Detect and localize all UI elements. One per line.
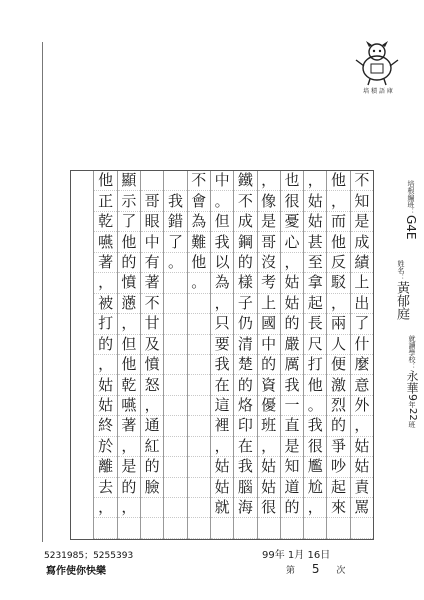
grid-cell: 是 [258, 212, 280, 232]
grid-cell: 反 [327, 253, 349, 273]
grid-cell: 的 [281, 314, 303, 334]
grid-cell: 厲 [281, 355, 303, 375]
class-field [404, 180, 418, 240]
grid-cell [188, 335, 210, 355]
grid-cell: 的 [327, 416, 349, 436]
grid-cell [327, 518, 349, 538]
grid-cell: ， [351, 416, 373, 436]
grid-cell: 紅 [141, 437, 163, 457]
class-no: 22 [407, 408, 418, 421]
grid-column [210, 171, 233, 539]
grid-cell: 是 [118, 457, 140, 477]
logo-caption: 培 積 語 庫 [363, 88, 393, 95]
grid-cell: 楚 [234, 355, 256, 375]
grid-cell: 爭 [327, 437, 349, 457]
grid-cell: 哥 [141, 191, 163, 211]
grid-cell: 班 [258, 416, 280, 436]
grid-cell: 憤 [118, 273, 140, 293]
date-line [262, 546, 330, 561]
grid-cell [164, 335, 186, 355]
grid-cell: 姑 [281, 294, 303, 314]
school-value: 永華 [405, 370, 419, 394]
grid-cell: 不 [351, 171, 373, 191]
grid-cell: 嚥 [118, 396, 140, 416]
grid-cell [188, 437, 210, 457]
grid-cell: 績 [351, 253, 373, 273]
grid-cell: 樣 [234, 273, 256, 293]
grid-cell: 我 [234, 457, 256, 477]
left-margin-rule [42, 42, 43, 542]
grid-cell: 難 [188, 232, 210, 252]
school-mascot-icon [352, 38, 402, 86]
grid-cell: 離 [94, 457, 116, 477]
grid-cell [188, 355, 210, 375]
grid-cell: 直 [281, 416, 303, 436]
grid-cell: 姑 [211, 457, 233, 477]
grid-cell [164, 518, 186, 538]
grid-cell: 。 [164, 253, 186, 273]
grid-cell: 終 [94, 416, 116, 436]
slogan: 寫作使你快樂 [46, 566, 106, 577]
grid-cell [188, 314, 210, 334]
grid-cell: ， [304, 171, 326, 191]
grid-cell: 及 [141, 335, 163, 355]
grid-column [117, 171, 140, 539]
grid-cell [188, 294, 210, 314]
grid-column [233, 171, 256, 539]
grid-cell: 起 [304, 294, 326, 314]
grid-cell: 考 [258, 273, 280, 293]
grid-cell: 嚥 [94, 232, 116, 252]
grid-cell: 很 [281, 191, 303, 211]
grid-cell: 但 [211, 212, 233, 232]
grid-cell: 有 [141, 253, 163, 273]
grid-cell: 腦 [234, 478, 256, 498]
grid-cell: 成 [234, 212, 256, 232]
grid-cell: 而 [327, 212, 349, 232]
grid-cell: ， [118, 437, 140, 457]
grid-cell: ， [211, 437, 233, 457]
grid-cell: 什 [351, 335, 373, 355]
grid-cell [188, 498, 210, 518]
grid-cell: 像 [258, 191, 280, 211]
grid-cell: 一 [281, 396, 303, 416]
grid-cell: 他 [188, 253, 210, 273]
grid-cell: 他 [327, 171, 349, 191]
grid-cell: ， [94, 498, 116, 518]
grid-cell: 的 [141, 457, 163, 477]
month-unit: 月 [294, 550, 305, 561]
grid-cell: 在 [211, 375, 233, 395]
grid-column [140, 171, 163, 539]
name-value: 黃郁庭 [394, 281, 409, 320]
grid-cell: 打 [94, 314, 116, 334]
grid-cell: 他 [94, 171, 116, 191]
grid-cell: 清 [234, 335, 256, 355]
grid-cell: 出 [351, 294, 373, 314]
grid-cell: 沒 [258, 253, 280, 273]
grid-cell [188, 375, 210, 395]
grid-cell [164, 498, 186, 518]
grid-cell [164, 375, 186, 395]
grid-cell: 姑 [304, 191, 326, 211]
grid-cell: ， [327, 294, 349, 314]
grid-cell [304, 518, 326, 538]
grid-column [187, 171, 210, 539]
grid-cell [164, 355, 186, 375]
page-prefix: 第 [286, 566, 296, 576]
class-label: 培根編班： [407, 180, 415, 215]
grid-cell: 罵 [351, 498, 373, 518]
year-value: 99 [262, 550, 275, 561]
grid-cell [188, 416, 210, 436]
grid-cell: 我 [304, 416, 326, 436]
grid-cell: 中 [211, 171, 233, 191]
name-field [392, 260, 411, 320]
grid-cell [164, 457, 186, 477]
grid-cell: 姑 [351, 457, 373, 477]
grade-value: 9 [406, 394, 419, 401]
grid-cell: 起 [327, 478, 349, 498]
grid-cell: 他 [327, 232, 349, 252]
grid-cell: 甘 [141, 314, 163, 334]
grid-cell [188, 478, 210, 498]
grid-cell [281, 518, 303, 538]
grid-cell: 。 [304, 396, 326, 416]
month-value: 1 [287, 550, 295, 561]
grid-cell: 他 [118, 232, 140, 252]
grid-cell: 為 [211, 273, 233, 293]
grid-cell: 拿 [304, 273, 326, 293]
grid-cell: 的 [94, 335, 116, 355]
grid-cell [94, 518, 116, 538]
grid-cell: 鐵 [234, 171, 256, 191]
grid-cell: ， [327, 191, 349, 211]
grid-cell [188, 457, 210, 477]
manuscript-grid [70, 170, 374, 540]
grid-cell: 被 [94, 294, 116, 314]
grid-cell: ， [258, 171, 280, 191]
grid-cell: 我 [211, 232, 233, 252]
grid-cell: 知 [351, 191, 373, 211]
grid-cell: 的 [234, 375, 256, 395]
grid-cell: 了 [351, 314, 373, 334]
grid-cell: 但 [118, 335, 140, 355]
grid-cell: 姑 [258, 478, 280, 498]
grid-cell [164, 416, 186, 436]
grid-cell: 烙 [234, 396, 256, 416]
grid-cell: 長 [304, 314, 326, 334]
grid-cell: 於 [94, 437, 116, 457]
grid-cell: 仍 [234, 314, 256, 334]
grid-cell: 印 [234, 416, 256, 436]
grid-cell: 的 [234, 253, 256, 273]
grid-cell: 也 [281, 171, 303, 191]
grid-cell: 激 [327, 375, 349, 395]
grid-cell: 成 [351, 232, 373, 252]
class-unit: 班 [408, 420, 416, 428]
grid-cell [211, 518, 233, 538]
grid-cell: 是 [351, 212, 373, 232]
grid-column [163, 171, 186, 539]
grid-cell: 便 [327, 355, 349, 375]
grid-cell: 了 [118, 212, 140, 232]
grid-cell: 姑 [304, 212, 326, 232]
grid-cell [164, 314, 186, 334]
grid-cell [188, 518, 210, 538]
grid-cell: 嚴 [281, 335, 303, 355]
grid-cell: 這 [211, 396, 233, 416]
grid-cell: 姑 [94, 396, 116, 416]
grid-cell: 顯 [118, 171, 140, 191]
grid-cell: 很 [258, 498, 280, 518]
day-value: 16 [307, 550, 321, 561]
grid-cell: 人 [327, 335, 349, 355]
grid-cell: ， [258, 437, 280, 457]
grid-cell: 眼 [141, 212, 163, 232]
grid-column [280, 171, 303, 539]
grid-cell: 錯 [164, 212, 186, 232]
grid-cell: 上 [258, 294, 280, 314]
grid-cell: 。 [211, 191, 233, 211]
grid-cell [164, 273, 186, 293]
grid-cell: ， [118, 498, 140, 518]
grid-cell: 在 [234, 437, 256, 457]
grid-cell: 要 [211, 335, 233, 355]
grid-column [257, 171, 280, 539]
class-value: G4E [404, 215, 418, 240]
grid-cell: 的 [258, 355, 280, 375]
grid-column [350, 171, 373, 539]
grid-cell: 是 [281, 437, 303, 457]
grid-cell [234, 518, 256, 538]
grid-cell: 姑 [351, 437, 373, 457]
school-field [404, 335, 421, 428]
page-count-line [286, 562, 345, 576]
grid-cell: 尺 [304, 335, 326, 355]
grid-cell: 知 [281, 457, 303, 477]
grid-cell: 以 [211, 253, 233, 273]
grid-cell: 乾 [118, 375, 140, 395]
grid-cell: 正 [94, 191, 116, 211]
grid-cell: 外 [351, 396, 373, 416]
grid-cell [164, 437, 186, 457]
grid-cell [141, 518, 163, 538]
grid-cell: 著 [94, 253, 116, 273]
grid-cell: 通 [141, 416, 163, 436]
grid-cell: 不 [141, 294, 163, 314]
grid-cell: 姑 [281, 273, 303, 293]
grid-cell [118, 518, 140, 538]
grid-cell: 意 [351, 375, 373, 395]
grid-cell: 的 [118, 253, 140, 273]
grid-cell: 為 [188, 212, 210, 232]
grid-cell: 吵 [327, 457, 349, 477]
grid-cell: 的 [118, 478, 140, 498]
grid-cell: 怒 [141, 375, 163, 395]
grid-cell: 烈 [327, 396, 349, 416]
grid-cell: 尷 [304, 457, 326, 477]
grid-cell: 只 [211, 314, 233, 334]
grid-cell: 著 [141, 273, 163, 293]
grid-cell [351, 518, 373, 538]
grid-cell: ， [211, 294, 233, 314]
grade-unit: 年 [408, 401, 416, 408]
grid-cell: 姑 [94, 375, 116, 395]
grid-cell: 著 [118, 416, 140, 436]
grid-cell: 去 [94, 478, 116, 498]
grid-cell: 懣 [118, 294, 140, 314]
grid-cell: 中 [258, 335, 280, 355]
grid-cell: 駁 [327, 273, 349, 293]
grid-cell [188, 396, 210, 416]
grid-cell: 很 [304, 437, 326, 457]
grid-cell: 示 [118, 191, 140, 211]
grid-cell: 道 [281, 478, 303, 498]
grid-cell: 上 [351, 273, 373, 293]
grid-cell: 鋼 [234, 232, 256, 252]
grid-cell [141, 171, 163, 191]
grid-cell: 麼 [351, 355, 373, 375]
grid-cell: 姑 [258, 457, 280, 477]
grid-cell: 臉 [141, 478, 163, 498]
grid-cell [164, 294, 186, 314]
grid-cell: 海 [234, 498, 256, 518]
grid-cell [141, 498, 163, 518]
grid-cell: 優 [258, 396, 280, 416]
grid-cell: 尬 [304, 478, 326, 498]
grid-column [326, 171, 349, 539]
grid-cell: 中 [141, 232, 163, 252]
grid-cell: 。 [188, 273, 210, 293]
grid-cell: 心 [281, 232, 303, 252]
grid-cell: 憂 [281, 212, 303, 232]
grid-cell: 會 [188, 191, 210, 211]
school-label: 就讀學校： [408, 335, 416, 370]
grid-cell: 了 [164, 232, 186, 252]
grid-cell: 不 [234, 191, 256, 211]
page-number: 5 [311, 562, 320, 576]
grid-cell: 子 [234, 294, 256, 314]
grid-cell: 責 [351, 478, 373, 498]
grid-cell: ， [141, 396, 163, 416]
grid-cell: 他 [118, 355, 140, 375]
grid-column [93, 171, 116, 539]
grid-cell: 打 [304, 355, 326, 375]
grid-cell: 姑 [211, 478, 233, 498]
grid-column [303, 171, 326, 539]
phone-numbers: 5231985；5255393 [44, 551, 134, 561]
grid-cell [164, 171, 186, 191]
grid-cell: 我 [211, 355, 233, 375]
student-info [382, 180, 419, 540]
grid-cell: 哥 [258, 232, 280, 252]
grid-cell: ， [94, 273, 116, 293]
grid-cell: 資 [258, 375, 280, 395]
grid-cell: 甚 [304, 232, 326, 252]
grid-cell: 的 [281, 498, 303, 518]
grid-cell: 乾 [94, 212, 116, 232]
grid-cell [164, 478, 186, 498]
grid-cell: 國 [258, 314, 280, 334]
grid-cell: 我 [164, 191, 186, 211]
grid-cell: ， [94, 355, 116, 375]
grid-cell: 來 [327, 498, 349, 518]
grid-cell: 就 [211, 498, 233, 518]
grid-cell [164, 396, 186, 416]
year-unit: 年 [274, 550, 285, 561]
grid-cell: 憤 [141, 355, 163, 375]
name-label: 姓名： [397, 260, 405, 281]
grid-cell [258, 518, 280, 538]
grid-cell: ， [304, 498, 326, 518]
grid-cell: 我 [281, 375, 303, 395]
day-unit: 日 [320, 550, 331, 561]
grid-cell: ， [118, 314, 140, 334]
grid-cell: 不 [188, 171, 210, 191]
grid-cell: 至 [304, 253, 326, 273]
page-suffix: 次 [336, 566, 346, 576]
grid-cell: 他 [304, 375, 326, 395]
grid-cell: ， [281, 253, 303, 273]
grid-cell: 兩 [327, 314, 349, 334]
grid-cell: 裡 [211, 416, 233, 436]
